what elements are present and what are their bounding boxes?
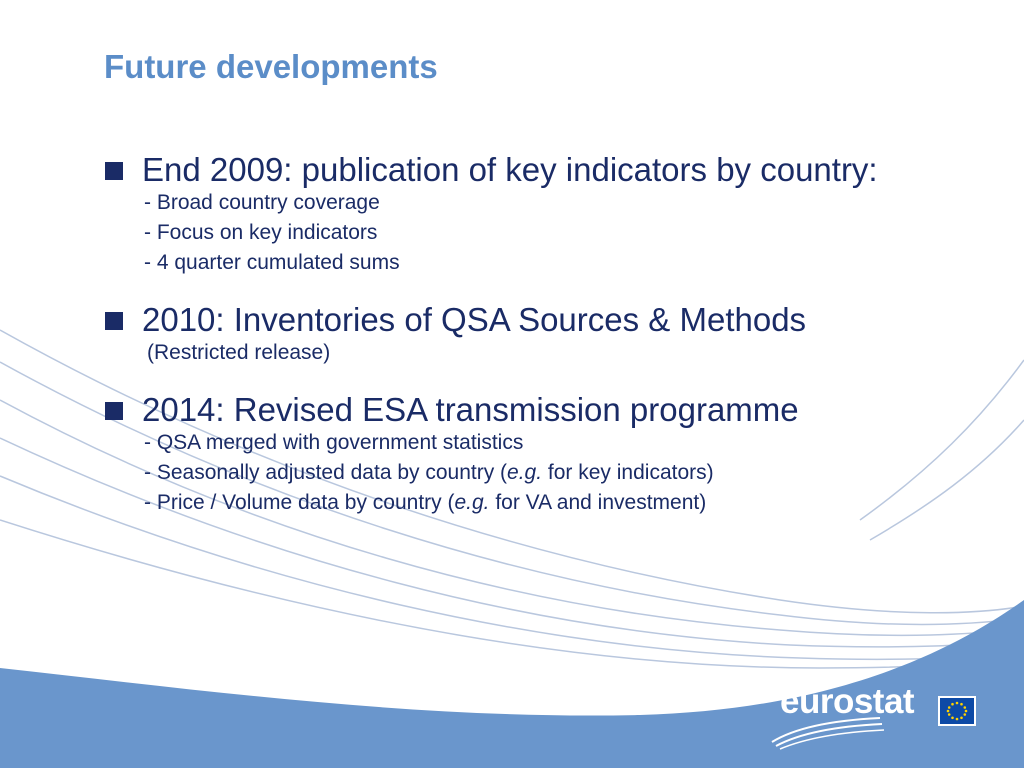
section-2009 — [105, 152, 985, 278]
logo-text: eurostat — [780, 682, 915, 721]
swoosh-icon — [768, 716, 888, 750]
section-2014 — [105, 392, 985, 518]
sub-item: - 4 quarter cumulated sums — [144, 251, 400, 274]
sub-item: - Broad country coverage — [144, 191, 380, 214]
slide-content — [105, 152, 985, 542]
square-bullet-icon — [105, 162, 123, 180]
eurostat-logo — [780, 682, 980, 762]
square-bullet-icon — [105, 402, 123, 420]
eu-flag-icon — [938, 696, 976, 726]
section-heading: End 2009: publication of key indicators by country: — [105, 152, 985, 188]
section-heading: 2014: Revised ESA transmission programme — [105, 392, 985, 428]
slide-title: Future developments — [104, 48, 438, 85]
sub-item: - QSA merged with government statistics — [144, 431, 524, 454]
square-bullet-icon — [105, 312, 123, 330]
section-heading: 2010: Inventories of QSA Sources & Methods — [105, 302, 985, 338]
sub-item: (Restricted release) — [147, 341, 331, 364]
sub-item: - Focus on key indicators — [144, 221, 378, 244]
sub-item: - Price / Volume data by country (e.g. for VA and investment) — [144, 491, 707, 514]
sub-item: - Seasonally adjusted data by country (e.g. for key indicators) — [144, 461, 714, 484]
section-2010 — [105, 302, 985, 368]
